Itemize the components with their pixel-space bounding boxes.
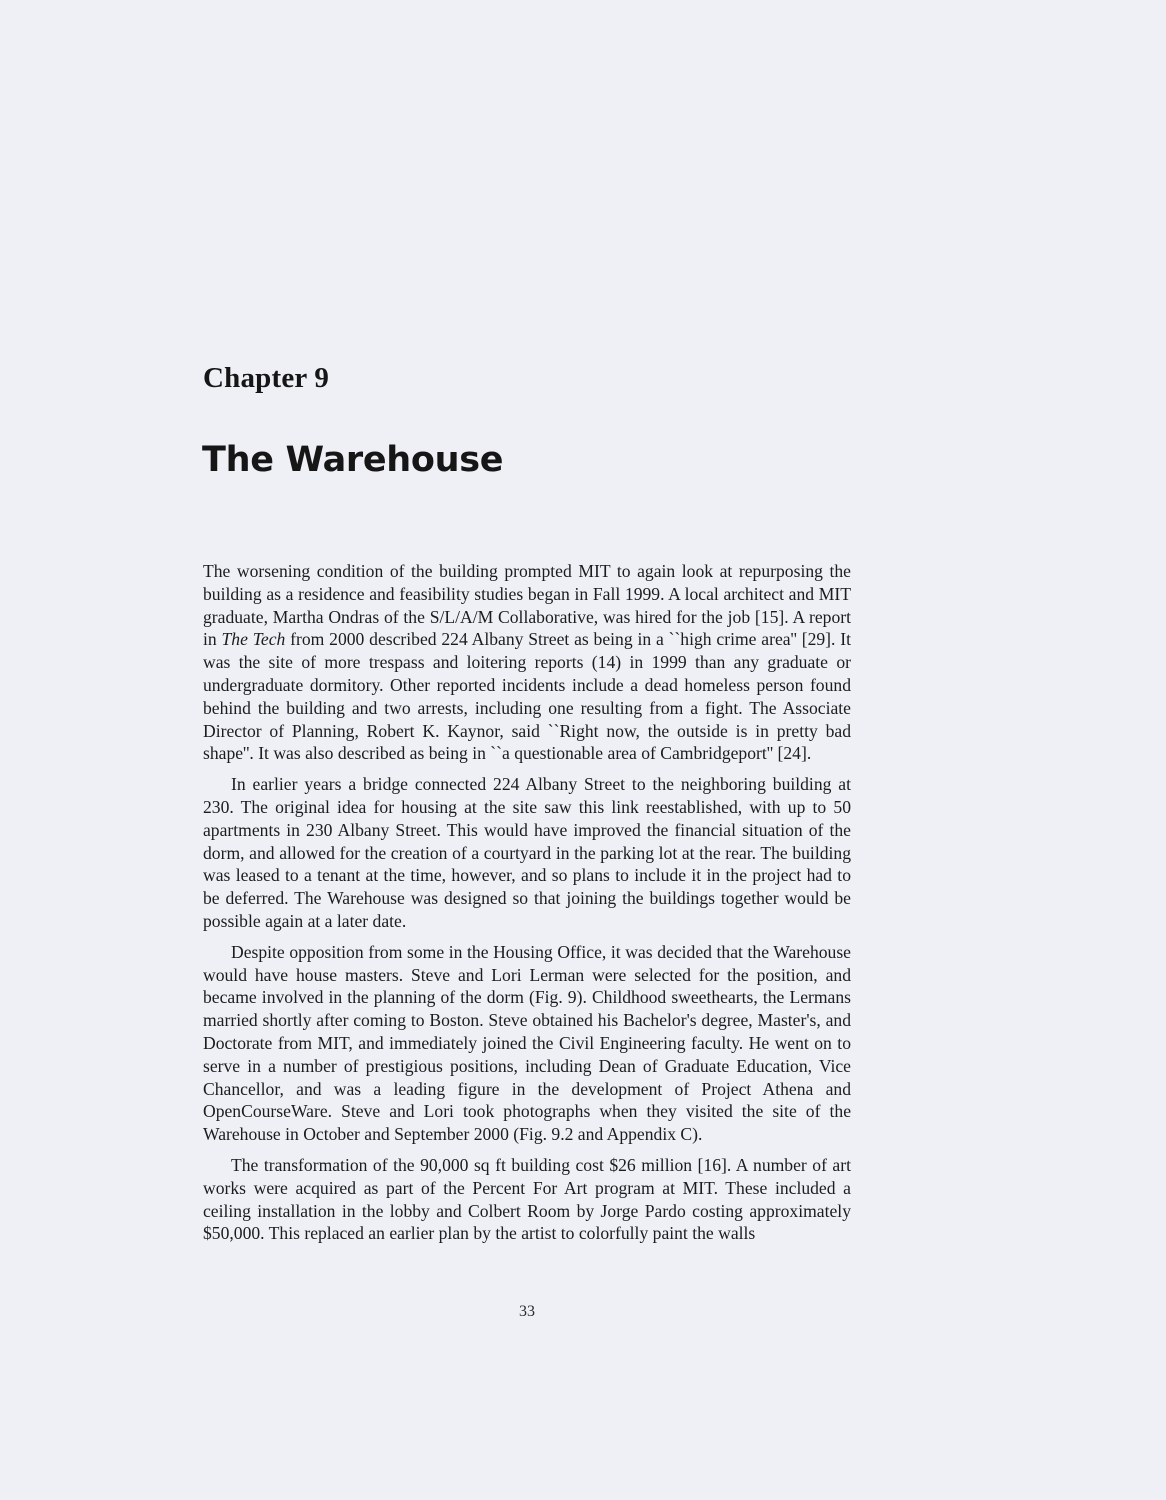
body-text xyxy=(203,560,851,1253)
paragraph-2: In earlier years a bridge connected 224 Albany Street to the neighboring building at 230. The original idea for housing at the site saw this link reestablished, with up to 50 apartments in 230 Albany Street. This would have improved the financial situation of the dorm, and allowed for the creation of a courtyard in the parking lot at the rear. The building was leased to a tenant at the time, however, and so plans to include it in the project had to be deferred. The Warehouse was designed so that joining the buildings together would be possible again at a later date. xyxy=(203,774,851,931)
paragraph-1-text-b: from 2000 described 224 Albany Street as being in a ``high crime area'' [29]. It was the site of more trespass and loitering reports (14) in 1999 than any graduate or undergraduate dormitory. Other reported incidents include a dead homeless person found behind the building and two arrests, including one resulting from a fight. The Associate Director of Planning, Robert K. Kaynor, said ``Right now, the outside is in pretty bad shape''. It was also described as being in ``a questionable area of Cambridgeport'' [24]. xyxy=(203,629,851,764)
paragraph-4: The transformation of the 90,000 sq ft building cost $26 million [16]. A number of art works were acquired as part of the Percent For Art program at MIT. These included a ceiling installation in the lobby and Colbert Room by Jorge Pardo costing approximately $50,000. This replaced an earlier plan by the artist to colorfully paint the walls xyxy=(203,1154,851,1244)
page-number: 33 xyxy=(519,1303,535,1320)
chapter-title: The Warehouse xyxy=(202,440,504,480)
chapter-label: Chapter 9 xyxy=(203,362,330,394)
paragraph-3: Despite opposition from some in the Housing Office, it was decided that the Warehouse would have house masters. Steve and Lori Lerman were selected for the position, and became involved in the planning of the dorm (Fig. 9). Childhood sweethearts, the Lermans married shortly after coming to Boston. Steve obtained his Bachelor's degree, Master's, and Doctorate from MIT, and immediately joined the Civil Engineering faculty. He went on to serve in a number of prestigious positions, including Dean of Graduate Education, Vice Chancellor, and was a leading figure in the development of Project Athena and OpenCourseWare. Steve and Lori took photographs when they visited the site of the Warehouse in October and September 2000 (Fig. 9.2 and Appendix C). xyxy=(203,941,851,1145)
paragraph-1 xyxy=(203,560,851,765)
paragraph-1-text-a: The worsening condition of the building prompted MIT to again look at repurposing the building as a residence and feasibility studies began in Fall 1999. A local architect and MIT graduate, Martha Ondras of the S/L/A/M Collaborative, was hired for the job [15]. A report in xyxy=(203,561,851,650)
publication-title: The Tech xyxy=(221,629,286,650)
